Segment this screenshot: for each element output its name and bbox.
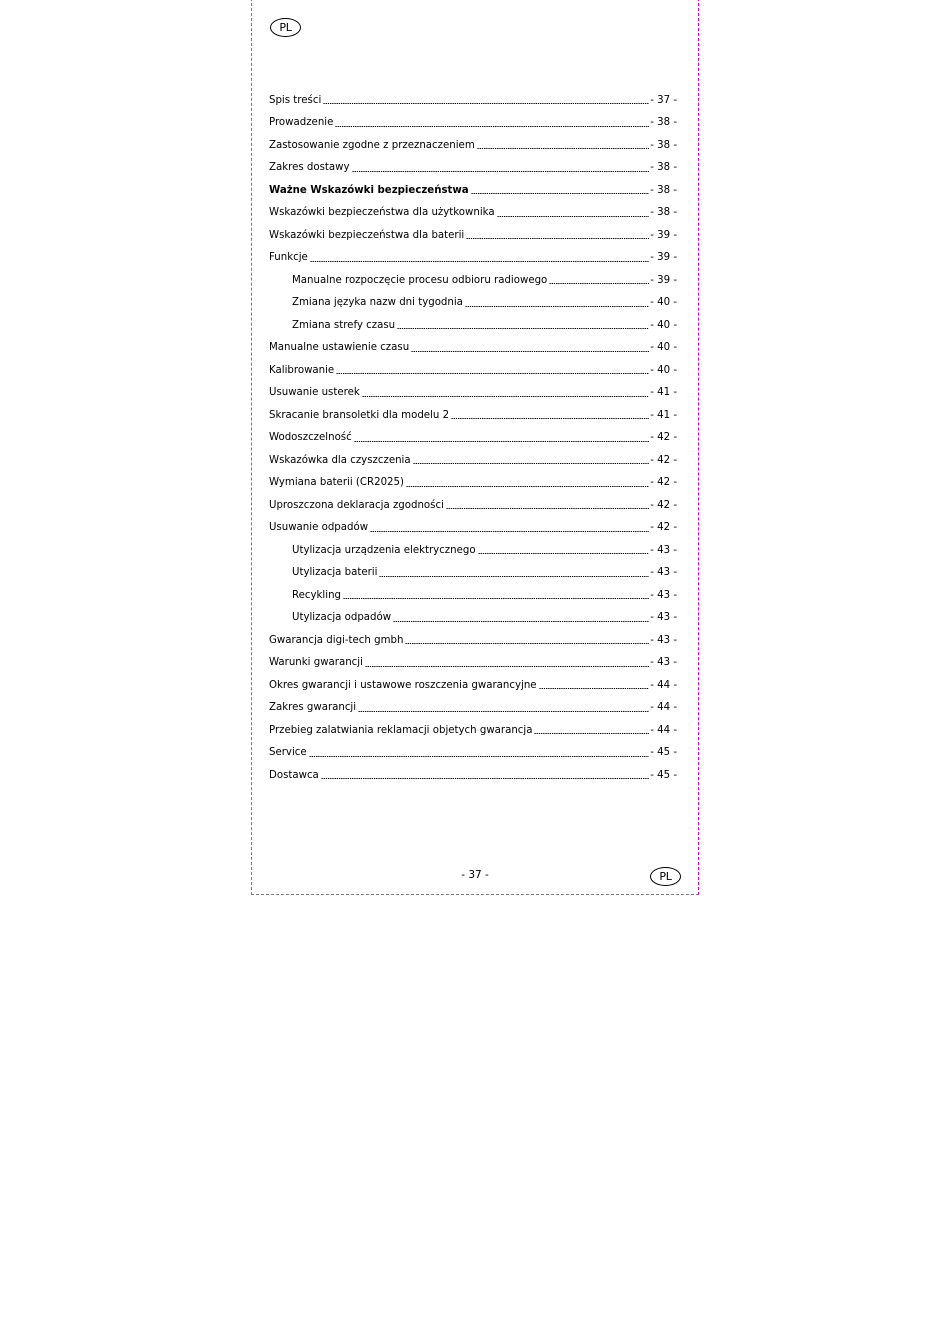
toc-dot-leader <box>321 778 649 779</box>
toc-entry-title: Okres gwarancji i ustawowe roszczenia gwarancyjne <box>269 679 537 691</box>
toc-entry-title: Wymiana baterii (CR2025) <box>269 477 404 489</box>
toc-entry-title: Przebieg zalatwiania reklamacji objetych gwarancja <box>269 724 533 736</box>
toc-entry-title: Kalibrowanie <box>269 364 335 376</box>
toc-entry[interactable] <box>269 427 677 450</box>
toc-entry-title: Prowadzenie <box>269 117 334 129</box>
toc-entry-page: - 38 - <box>650 117 677 129</box>
toc-entry[interactable] <box>269 629 677 652</box>
toc-entry-page: - 44 - <box>650 724 677 736</box>
toc-entry-page: - 45 - <box>650 747 677 759</box>
toc-dot-leader <box>397 328 649 329</box>
table-of-contents <box>269 89 677 787</box>
toc-entry-title: Zakres gwarancji <box>269 702 357 714</box>
toc-dot-leader <box>497 216 650 217</box>
toc-dot-leader <box>451 418 649 419</box>
toc-entry-page: - 43 - <box>650 544 677 556</box>
toc-entry-title: Manualne rozpoczęcie procesu odbioru radiowego <box>292 274 548 286</box>
page-number: - 37 - <box>461 869 489 881</box>
toc-entry[interactable] <box>269 539 677 562</box>
toc-dot-leader <box>478 553 650 554</box>
toc-dot-leader <box>466 238 649 239</box>
toc-dot-leader <box>406 486 649 487</box>
toc-entry-title: Uproszczona deklaracja zgodności <box>269 499 444 511</box>
toc-dot-leader <box>393 621 649 622</box>
toc-dot-leader <box>370 531 649 532</box>
toc-entry-title: Ważne Wskazówki bezpieczeństwa <box>269 184 469 196</box>
toc-dot-leader <box>352 171 650 172</box>
toc-entry-page: - 39 - <box>650 229 677 241</box>
toc-entry-page: - 40 - <box>650 297 677 309</box>
toc-entry-title: Recykling <box>292 589 342 601</box>
toc-entry-page: - 42 - <box>650 454 677 466</box>
toc-entry-title: Zastosowanie zgodne z przeznaczeniem <box>269 139 475 151</box>
toc-entry-title: Utylizacja baterii <box>292 567 378 579</box>
toc-dot-leader <box>358 711 649 712</box>
toc-dot-leader <box>446 508 649 509</box>
toc-dot-leader <box>335 126 649 127</box>
toc-dot-leader <box>413 463 650 464</box>
toc-entry-page: - 38 - <box>650 207 677 219</box>
toc-entry-page: - 42 - <box>650 522 677 534</box>
toc-entry-page: - 39 - <box>650 252 677 264</box>
toc-entry-title: Utylizacja urządzenia elektrycznego <box>292 544 476 556</box>
toc-entry-title: Warunki gwarancji <box>269 657 363 669</box>
toc-entry-page: - 40 - <box>650 364 677 376</box>
toc-entry-page: - 42 - <box>650 432 677 444</box>
toc-entry[interactable] <box>269 247 677 270</box>
toc-entry[interactable] <box>269 269 677 292</box>
toc-entry[interactable] <box>269 562 677 585</box>
toc-entry[interactable] <box>269 359 677 382</box>
toc-entry-title: Manualne ustawienie czasu <box>269 342 410 354</box>
toc-entry[interactable] <box>269 607 677 630</box>
toc-entry-page: - 40 - <box>650 319 677 331</box>
toc-entry-page: - 43 - <box>650 567 677 579</box>
toc-entry-title: Funkcje <box>269 252 308 264</box>
toc-entry[interactable] <box>269 674 677 697</box>
toc-dot-leader <box>411 351 649 352</box>
toc-entry[interactable] <box>269 764 677 787</box>
toc-entry[interactable] <box>269 449 677 472</box>
toc-entry-title: Wskazówki bezpieczeństwa dla użytkownika <box>269 207 495 219</box>
language-badge-top: PL <box>270 18 301 37</box>
toc-entry-title: Zakres dostawy <box>269 162 350 174</box>
toc-entry-page: - 41 - <box>650 387 677 399</box>
toc-dot-leader <box>405 643 649 644</box>
toc-entry[interactable] <box>269 314 677 337</box>
toc-entry[interactable] <box>269 652 677 675</box>
toc-entry-title: Wskazówka dla czyszczenia <box>269 454 411 466</box>
toc-entry-title: Dostawca <box>269 769 319 781</box>
toc-entry-title: Wskazówki bezpieczeństwa dla baterii <box>269 229 465 241</box>
toc-entry[interactable] <box>269 157 677 180</box>
toc-entry[interactable] <box>269 404 677 427</box>
toc-entry[interactable] <box>269 179 677 202</box>
toc-entry-title: Usuwanie usterek <box>269 387 360 399</box>
toc-entry-title: Service <box>269 747 307 759</box>
toc-entry-page: - 41 - <box>650 409 677 421</box>
toc-entry-title: Wodoszczelność <box>269 432 352 444</box>
toc-entry-page: - 43 - <box>650 612 677 624</box>
toc-entry-page: - 43 - <box>650 589 677 601</box>
toc-entry-page: - 40 - <box>650 342 677 354</box>
toc-entry[interactable] <box>269 337 677 360</box>
toc-entry[interactable] <box>269 584 677 607</box>
toc-entry-title: Usuwanie odpadów <box>269 522 369 534</box>
toc-dot-leader <box>362 396 649 397</box>
toc-dot-leader <box>323 103 649 104</box>
toc-entry[interactable] <box>269 224 677 247</box>
toc-dot-leader <box>471 193 650 194</box>
toc-entry-title: Zmiana języka nazw dni tygodnia <box>292 297 463 309</box>
toc-entry-page: - 44 - <box>650 702 677 714</box>
toc-entry[interactable] <box>269 382 677 405</box>
toc-dot-leader <box>310 261 649 262</box>
toc-dot-leader <box>549 283 649 284</box>
toc-entry-title: Skracanie bransoletki dla modelu 2 <box>269 409 450 421</box>
toc-dot-leader <box>465 306 649 307</box>
toc-entry-page: - 45 - <box>650 769 677 781</box>
toc-entry[interactable] <box>269 742 677 765</box>
toc-entry[interactable] <box>269 494 677 517</box>
toc-entry-page: - 42 - <box>650 499 677 511</box>
toc-entry-page: - 38 - <box>650 184 677 196</box>
toc-entry-page: - 38 - <box>650 139 677 151</box>
toc-dot-leader <box>343 598 649 599</box>
toc-entry-page: - 43 - <box>650 634 677 646</box>
toc-dot-leader <box>309 756 650 757</box>
toc-entry[interactable] <box>269 292 677 315</box>
toc-entry-page: - 43 - <box>650 657 677 669</box>
toc-dot-leader <box>534 733 649 734</box>
toc-entry[interactable] <box>269 202 677 225</box>
language-badge-bottom: PL <box>650 867 681 886</box>
toc-entry-title: Spis treści <box>269 94 322 106</box>
toc-entry-page: - 37 - <box>650 94 677 106</box>
toc-entry-title: Utylizacja odpadów <box>292 612 392 624</box>
toc-entry-title: Zmiana strefy czasu <box>292 319 396 331</box>
toc-entry-page: - 38 - <box>650 162 677 174</box>
toc-entry-title: Gwarancja digi-tech gmbh <box>269 634 404 646</box>
toc-entry-page: - 44 - <box>650 679 677 691</box>
toc-entry-page: - 39 - <box>650 274 677 286</box>
toc-dot-leader <box>336 373 649 374</box>
toc-entry[interactable] <box>269 517 677 540</box>
toc-dot-leader <box>379 576 649 577</box>
toc-entry[interactable] <box>269 89 677 112</box>
toc-entry[interactable] <box>269 112 677 135</box>
toc-entry[interactable] <box>269 697 677 720</box>
toc-entry[interactable] <box>269 472 677 495</box>
toc-dot-leader <box>477 148 649 149</box>
toc-entry-page: - 42 - <box>650 477 677 489</box>
toc-dot-leader <box>365 666 649 667</box>
toc-entry[interactable] <box>269 719 677 742</box>
toc-dot-leader <box>539 688 650 689</box>
toc-entry[interactable] <box>269 134 677 157</box>
toc-dot-leader <box>354 441 649 442</box>
